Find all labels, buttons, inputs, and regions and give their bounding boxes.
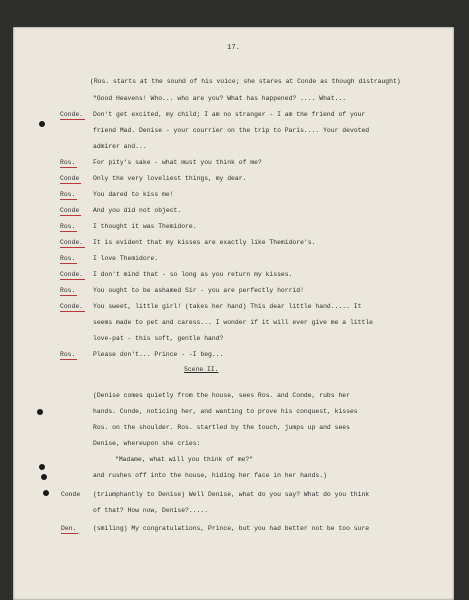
stage-direction: hands. Conde, noticing her, and wanting to prove his conquest, kisses xyxy=(93,408,358,415)
punch-hole xyxy=(37,409,43,415)
speaker-label: Conde xyxy=(61,491,81,498)
quoted-cry: "Madame, what will you think of me?" xyxy=(115,456,254,463)
scene-heading: Scene II. xyxy=(184,366,219,373)
speaker-label: Conde xyxy=(60,175,80,182)
dialogue-line: of that? How now, Denise?..... xyxy=(93,507,209,514)
dialogue-line: (triumphantly to Denise) Well Denise, what do you say? What do you think xyxy=(93,491,370,498)
stage-direction: (Ros. starts at the sound of his voice; she stares at Conde as though distraught) xyxy=(90,78,401,85)
dialogue-line: seems made to pet and caress... I wonder if it will ever give me a little xyxy=(93,319,373,326)
dialogue-line: You ought to be ashamed Sir - you are perfectly horrid! xyxy=(93,287,304,294)
dialogue-line: "Good Heavens! Who... who are you? What has happened? .... What... xyxy=(93,95,347,102)
dialogue-line: I don't mind that - so long as you return my kisses. xyxy=(93,271,293,278)
punch-hole xyxy=(43,490,49,496)
dialogue-line: love-pat - this soft, gentle hand? xyxy=(93,335,224,342)
stage-direction: and rushes off into the house, hiding her face in her hands.) xyxy=(93,472,327,479)
dialogue-line: Don't get excited, my child; I am no stranger - I am the friend of your xyxy=(93,111,366,118)
document-page xyxy=(13,27,454,600)
stage-direction: Denise, whereupon she cries: xyxy=(93,440,201,447)
dialogue-line: And you did not object. xyxy=(93,207,182,214)
speaker-label: Ros. xyxy=(60,223,76,230)
speaker-label: Conde. xyxy=(60,303,84,310)
dialogue-line: Please don't... Prince - -I beg... xyxy=(93,351,224,358)
speaker-label: Ros. xyxy=(60,191,76,198)
speaker-label: Ros. xyxy=(60,351,76,358)
dialogue-line: I love Themidore. xyxy=(93,255,159,262)
speaker-label: Conde. xyxy=(60,271,84,278)
speaker-label: Ros. xyxy=(60,159,76,166)
speaker-label: Conde xyxy=(60,207,80,214)
dialogue-line: For pity's sake - what must you think of me? xyxy=(93,159,262,166)
page-number: 17. xyxy=(227,44,240,52)
dialogue-line: You dared to kiss me! xyxy=(93,191,174,198)
speaker-label: Ros. xyxy=(60,255,76,262)
dialogue-line: admirer and... xyxy=(93,143,147,150)
punch-hole xyxy=(39,121,45,127)
stage-direction: (Denise comes quietly from the house, sees Ros. and Conde, rubs her xyxy=(93,392,350,399)
speaker-label: Ros. xyxy=(60,287,76,294)
dialogue-line: It is evident that my kisses are exactly like Themidore's. xyxy=(93,239,316,246)
speaker-label: Den. xyxy=(61,525,77,532)
speaker-label: Conde. xyxy=(60,239,84,246)
dialogue-line: I thought it was Themidore. xyxy=(93,223,197,230)
stage-direction: Ros. on the shoulder. Ros. startled by the touch, jumps up and sees xyxy=(93,424,350,431)
speaker-label: Conde. xyxy=(60,111,84,118)
dialogue-line: friend Mad. Denise - your courrier on the trip to Paris.... Your devoted xyxy=(93,127,370,134)
punch-hole xyxy=(39,464,45,470)
dialogue-line: (smiling) My congratulations, Prince, but you had better not be too sure xyxy=(93,525,370,532)
dialogue-line: Only the very loveliest things, my dear. xyxy=(93,175,247,182)
punch-hole xyxy=(41,474,47,480)
dialogue-line: You sweet, little girl! (takes her hand) This dear little hand..... It xyxy=(93,303,362,310)
